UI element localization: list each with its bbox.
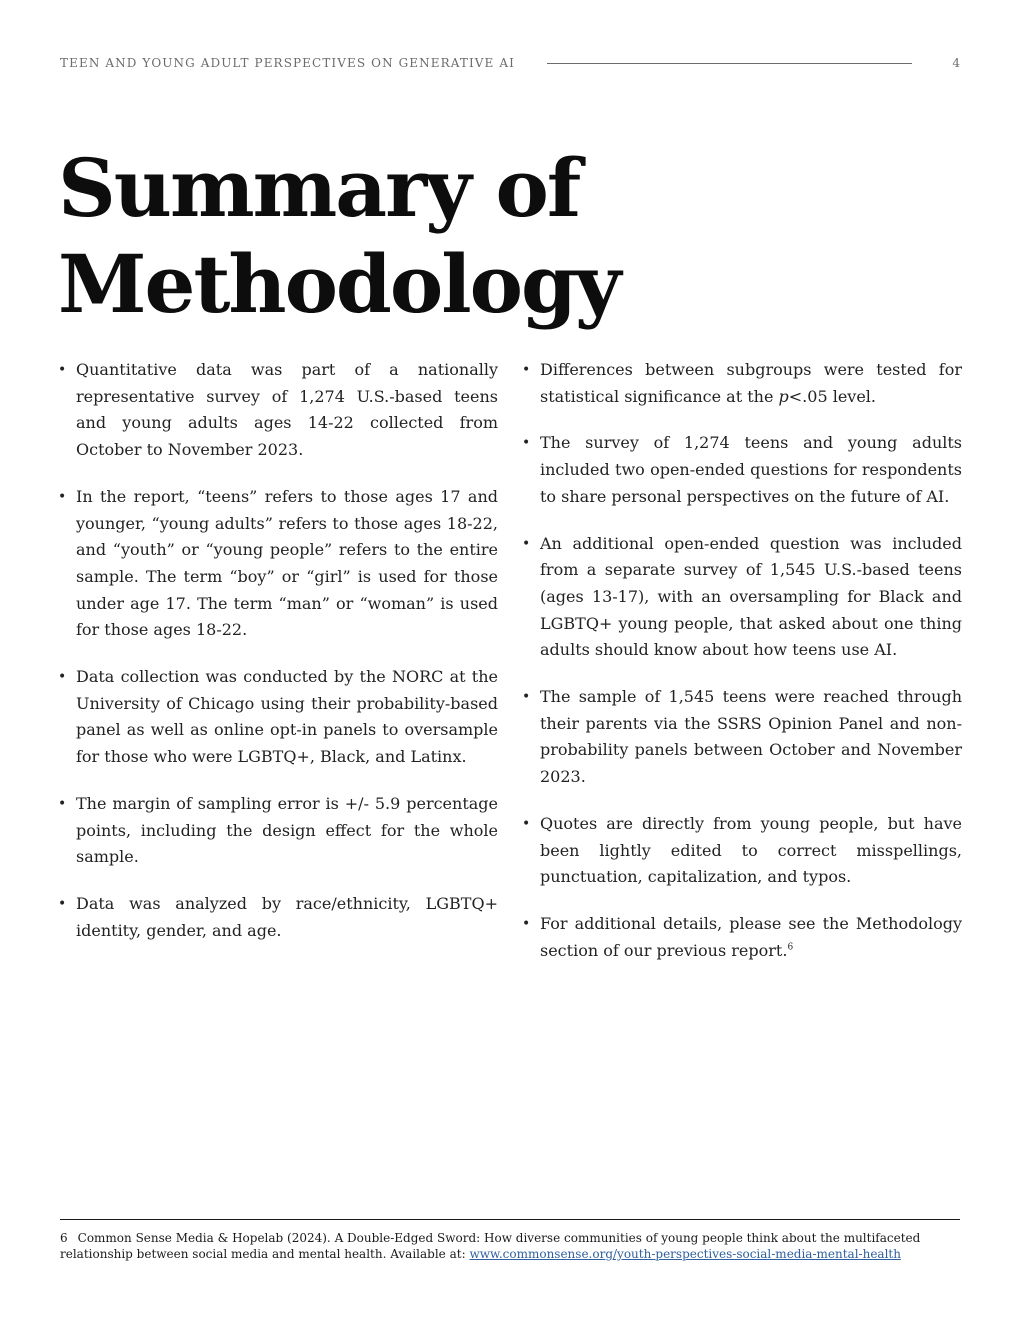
list-item: • Data collection was conducted by the NORC at the University of Chicago using their probability-based panel as well as online opt-in panels to oversample for those who were LGBTQ+, Black, and Latinx.: [58, 664, 498, 771]
footnote-number: 6: [60, 1231, 68, 1245]
list-item: • Quotes are directly from young people, but have been lightly edited to correct misspellings, punctuation, capitalization, and typos.: [522, 811, 962, 891]
list-item: • The survey of 1,274 teens and young adults included two open-ended questions for respondents to share personal perspectives on the future of AI.: [522, 430, 962, 510]
list-item: [522, 357, 962, 410]
footnote-reference[interactable]: 6: [787, 942, 794, 953]
left-column: [58, 357, 498, 964]
right-column: [522, 357, 962, 984]
page-title-line-1: Summary of: [58, 141, 580, 235]
header-divider: [547, 63, 912, 64]
footnote-link[interactable]: www.commonsense.org/youth-perspectives-social-media-mental-health: [469, 1247, 901, 1261]
list-item: • In the report, “teens” refers to those ages 17 and younger, “young adults” refers to those ages 18-22, and “youth” or “young people” refers to the entire sample. The term “boy” or “girl” is used for those under age 17. The term “man” or “woman” is used for those ages 18-22.: [58, 484, 498, 644]
significance-level: <.05 level.: [788, 386, 876, 406]
list-item: • The sample of 1,545 teens were reached through their parents via the SSRS Opinion Panel and non-probability panels between October and November 2023.: [522, 684, 962, 791]
footnote: [60, 1219, 960, 1262]
footnote-text: Common Sense Media & Hopelab (2024). A Double-Edged Sword: How diverse communities of young people think about the multifaceted relationship between social media and mental health. Available at:: [60, 1231, 921, 1261]
right-bullet-list: [522, 357, 962, 964]
list-item: • The margin of sampling error is +/- 5.9 percentage points, including the design effect for the whole sample.: [58, 791, 498, 871]
running-header-title: TEEN AND YOUNG ADULT PERSPECTIVES ON GENERATIVE AI: [60, 56, 515, 70]
methodology-reference-text: For additional details, please see the Methodology section of our previous report.: [540, 913, 962, 960]
list-item: [522, 911, 962, 964]
left-bullet-list: [58, 357, 498, 944]
page-title: [58, 140, 678, 332]
running-header: [60, 54, 960, 72]
list-item: • Quantitative data was part of a nationally representative survey of 1,274 U.S.-based teens and young adults ages 14-22 collected from October to November 2023.: [58, 357, 498, 464]
list-item: • Data was analyzed by race/ethnicity, LGBTQ+ identity, gender, and age.: [58, 891, 498, 944]
significance-text: Differences between subgroups were tested for statistical significance at the: [540, 360, 962, 406]
page-title-line-2: Methodology: [58, 237, 620, 331]
page-number: 4: [952, 56, 960, 70]
list-item: • An additional open-ended question was included from a separate survey of 1,545 U.S.-based teens (ages 13-17), with an oversampling for Black and LGBTQ+ young people, that asked about one thing adults should know about how teens use AI.: [522, 531, 962, 665]
p-value-symbol: p: [778, 386, 789, 406]
